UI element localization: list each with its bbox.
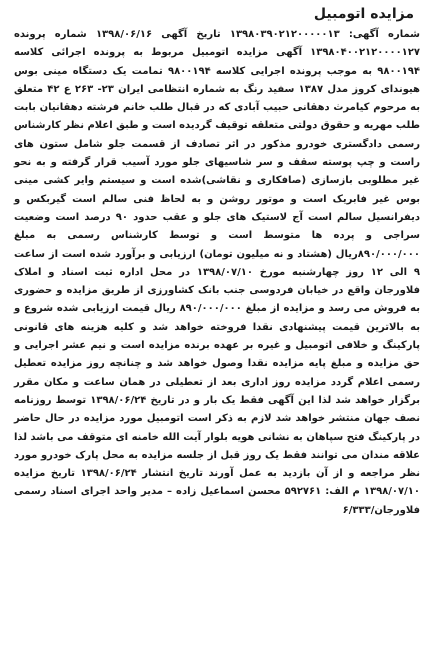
notice-body-text: شماره آگهی: ۱۳۹۸۰۳۹۰۲۱۲۰۰۰۰۰۱۳ تاریخ آگهی ۱۳۹۸/۰۶/۱۶ شماره پرونده ۱۳۹۸۰۴۰۰۲۱۲۰۰۰۰۱۲۷ آگهی مزایده اتومبیل مربوط به پرونده اجرائی کلاسه ۹۸۰۰۱۹۴ به موجب پرونده اجرایی کلاسه ۹۸۰۰۱۹۴ تمامت یک دستگاه مینی بوس هیوندای کروز مدل ۱۳۸۷ سفید رنگ به شماره انتظامی ایران ۲۳- ۲۶۳ ع ۴۲ متعلق به مرحوم کیامرث دهقانی حبیب آبادی که در قبال طلب خانم فرشته دهقانیان بابت طلب مهریه و حقوق دولتی متعلقه توقیف گردیده است و طبق اعلام نظر کارشناس رسمی دادگستری خودرو مذکور در اثر تصادف از قسمت جلو شامل ستون های راست و چپ پوسته سقف و سر شاسیهای جلو مورد آسیب قرار گرفته و به نحو غیر مطلوبی بازسازی (صافکاری و نقاشی)شده است و سیستم وایر کشی مینی بوس غیر فابریک است و موتور روشن و به لحاظ فنی سالم است گیربکس و دیفرانسیل سالم است آج لاستیک های جلو و عقب حدود ۹۰ درصد است وضعیت سراجی و پرده ها متوسط است و توسط کارشناس رسمی به مبلغ ۸۹۰/۰۰۰/۰۰۰ریال (هشتاد و نه میلیون تومان) ارزیابی و برآورد شده است از ساعت ۹ الی ۱۲ روز چهارشنبه مورخ ۱۳۹۸/۰۷/۱۰ در محل اداره ثبت اسناد و املاک فلاورجان واقع در خیابان فردوسی جنب بانک کشاورزی از طریق مزایده و حضوری به فروش می رسد و مزایده از مبلغ ۸۹۰/۰۰۰/۰۰۰ ریال قیمت ارزیابی شده شروع و به بالاترین قیمت پیشنهادی نقدا فروخته خواهد شد و کلیه هزینه های قانونی پارکینگ و خلافی اتومبیل و غیره بر عهده برنده مزایده است و نیم عشر اجرایی و حق مزایده و مبلغ پایه مزایده نقدا وصول خواهد شد و چنانچه روز مزایده تعطیل رسمی اعلام گردد مزایده روز اداری بعد از تعطیلی در همان ساعت و مکان مقرر برگزار خواهد شد لذا این آگهی فقط یک بار و در تاریخ ۱۳۹۸/۰۶/۲۴ توسط روزنامه نصف جهان منتشر خواهد شد لازم به ذکر است اتومبیل مورد مزایده در حال حاضر در پارکینگ فتح سپاهان به نشانی هویه بلوار آیت الله خامنه ای متوقف می باشد لذا علاقه مندان می توانند فقط یک روز قبل از جلسه مزایده به محل پارک خودرو مورد نظر مراجعه و از آن بازدید به عمل آورند تاریخ انتشار ۱۳۹۸/۰۶/۲۴ تاریخ مزایده ۱۳۹۸/۰۷/۱۰ م الف: ۵۹۲۷۶۱ محسن اسماعیل زاده – مدیر واحد اجرای اسناد رسمی فلاورجان/۶/۳۳۳ xyxy=(13,29,421,516)
notice-title: مزایده اتومبیل xyxy=(313,6,414,22)
